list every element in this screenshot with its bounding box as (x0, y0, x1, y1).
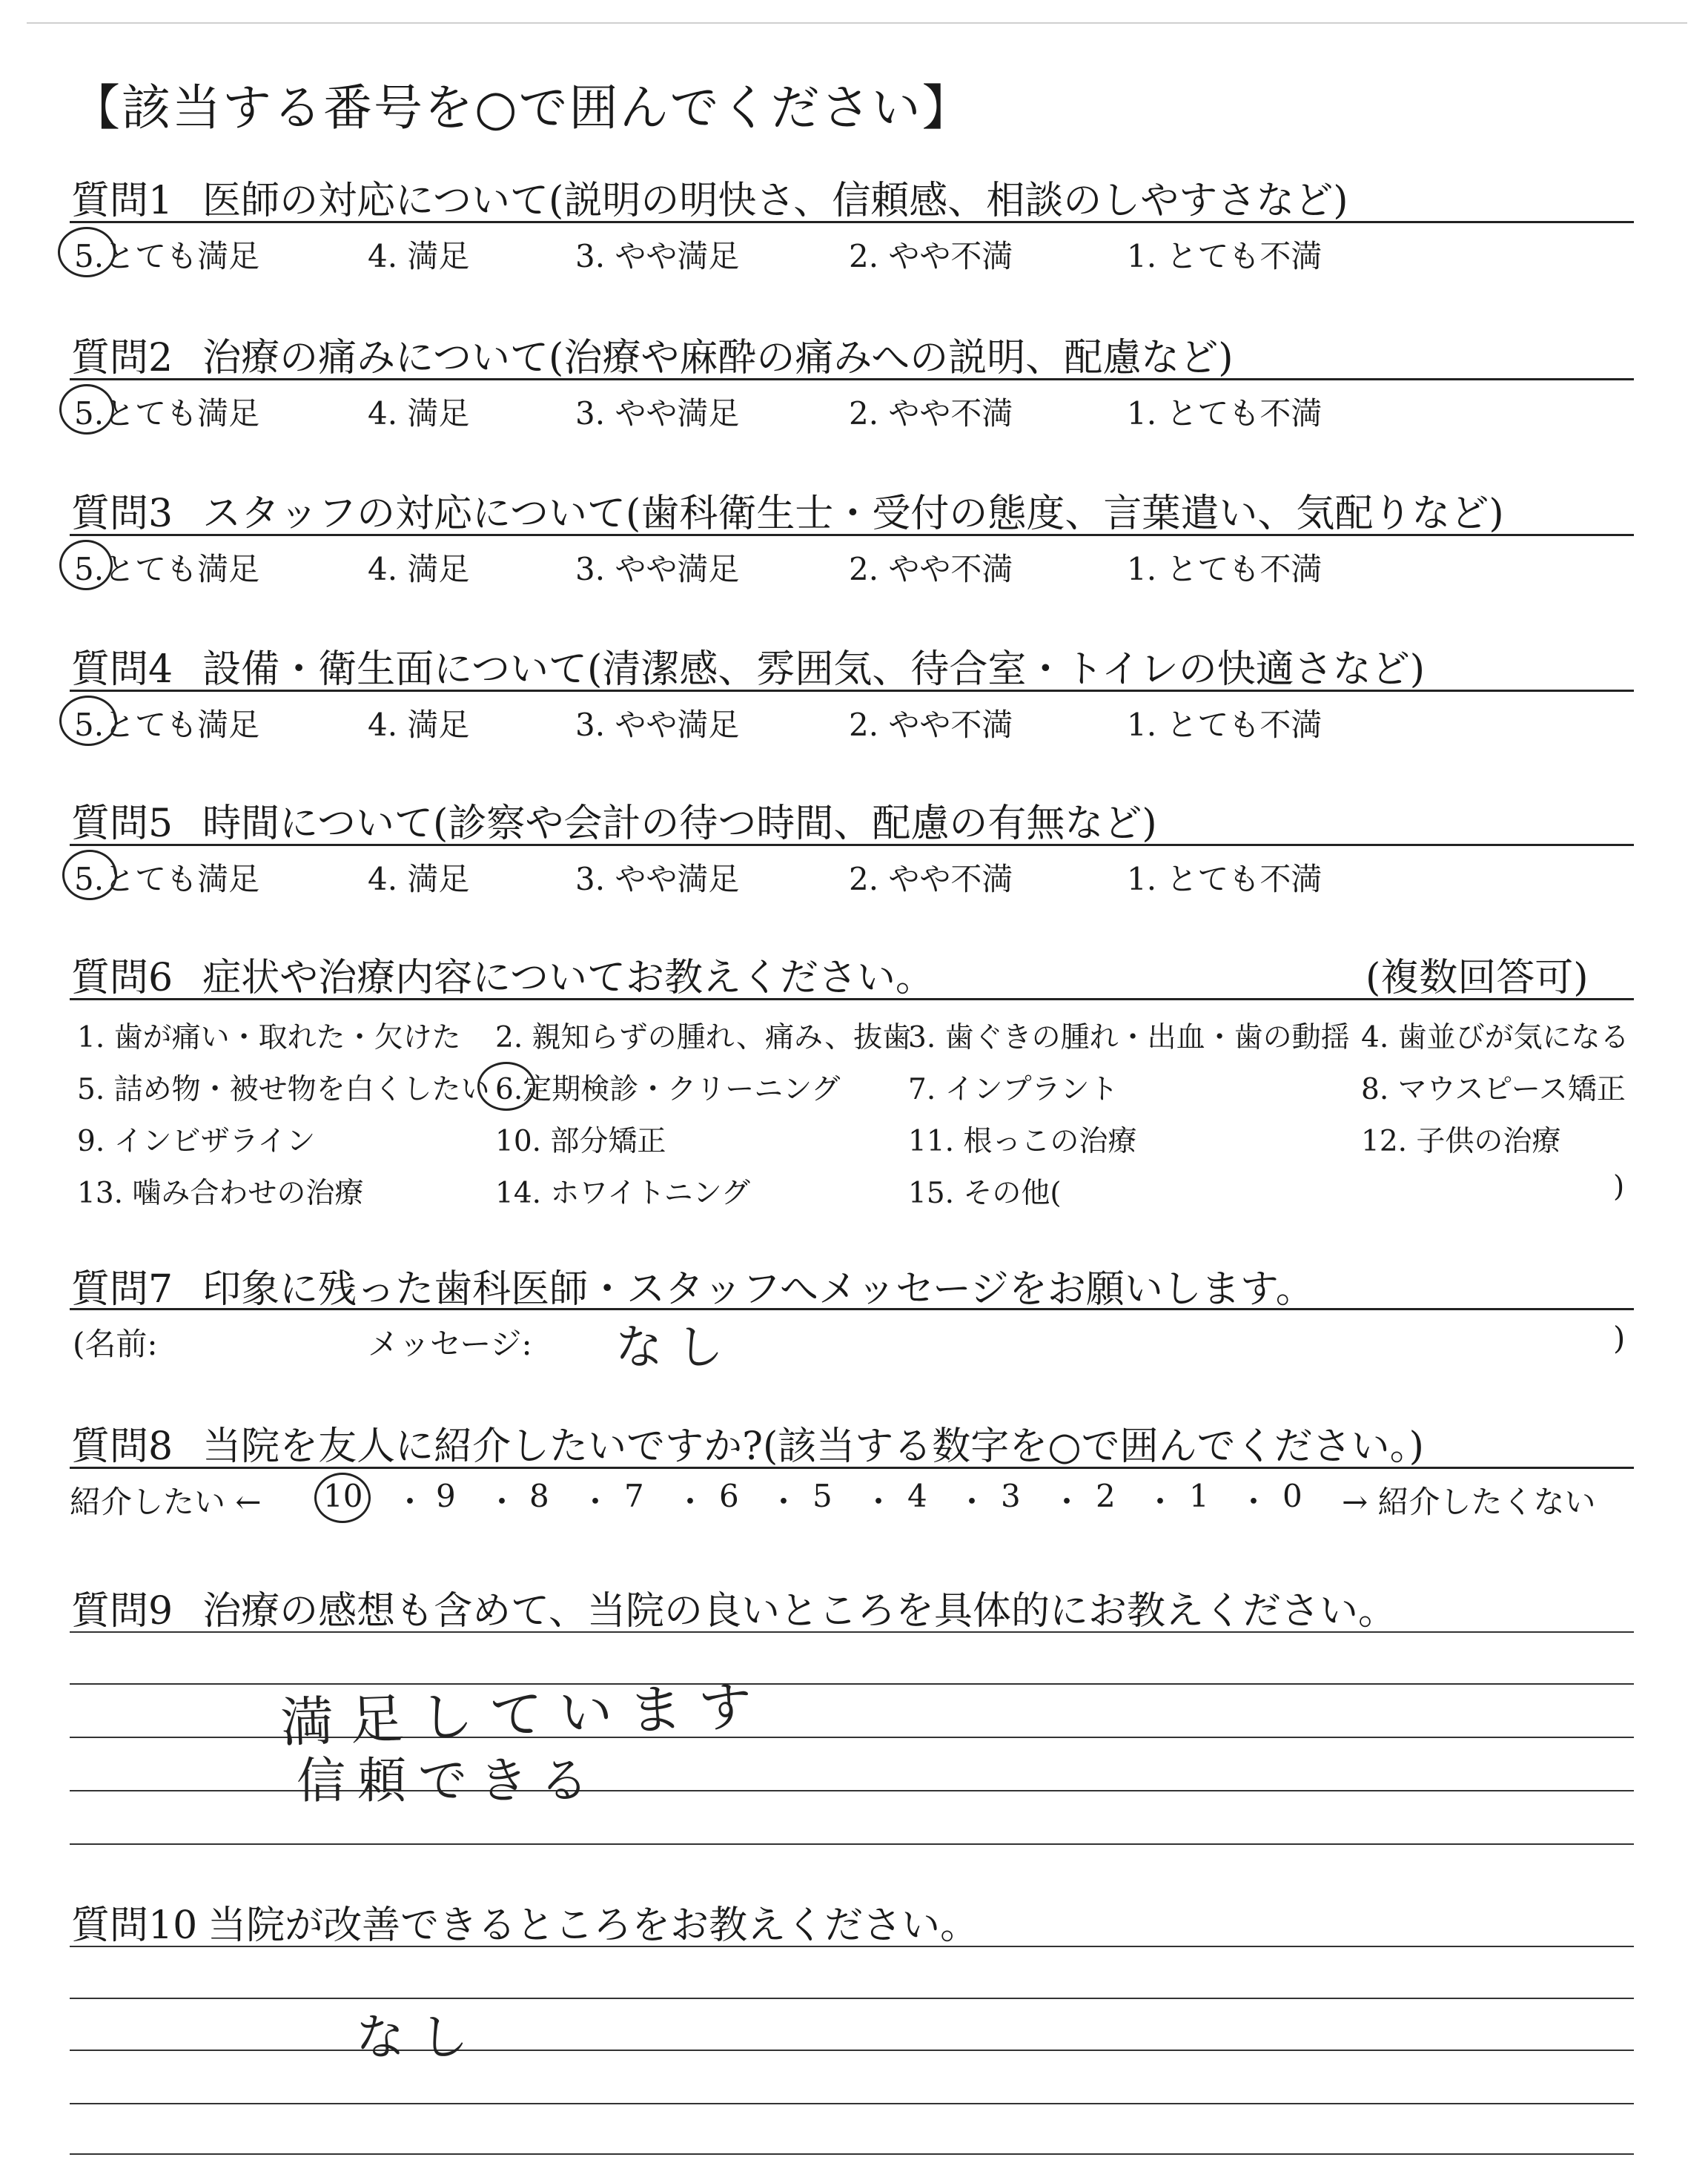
instruction-heading: 【該当する番号を○で囲んでください】 (71, 79, 973, 136)
q6-option-4[interactable]: 4. 歯並びが気になる (1361, 1021, 1629, 1054)
selection-circle (59, 384, 114, 435)
question-number: 質問7 (71, 1267, 173, 1312)
scale-value-6[interactable]: 6 (719, 1478, 739, 1514)
q6-other-close-paren: ) (1613, 1170, 1625, 1203)
scale-value-9[interactable]: 9 (436, 1478, 456, 1514)
question-number: 質問10 (71, 1903, 198, 1948)
question-text: 医師の対応について(説明の明快さ、信頼感、相談のしやすさなど) (202, 179, 1348, 223)
q6-option-13[interactable]: 13. 噛み合わせの治療 (77, 1177, 364, 1210)
question-text: 治療の感想も含めて、当院の良いところを具体的にお教えください。 (202, 1589, 1397, 1634)
q6-option-9[interactable]: 9. インビザライン (77, 1125, 316, 1158)
question-3 (71, 482, 1504, 538)
rating-option-1[interactable]: 1. とても不満 (1127, 861, 1323, 897)
handwritten-answer: なし (356, 2009, 483, 2066)
question-number: 質問8 (71, 1424, 173, 1469)
question-number: 質問9 (71, 1589, 173, 1634)
question-5 (71, 792, 1157, 848)
scale-value-5[interactable]: 5 (812, 1478, 833, 1514)
question-9 (71, 1579, 1397, 1635)
rating-option-1[interactable]: 1. とても不満 (1127, 238, 1323, 274)
scale-separator: ・ (580, 1484, 612, 1520)
question-text: 治療の痛みについて(治療や麻酔の痛みへの説明、配慮など) (202, 336, 1234, 380)
scale-value-0[interactable]: 0 (1282, 1478, 1302, 1514)
rating-option-2[interactable]: 2. やや不満 (849, 395, 1013, 432)
scale-separator: ・ (956, 1484, 988, 1520)
selection-circle (59, 540, 113, 590)
rating-option-3[interactable]: 3. やや満足 (575, 551, 740, 587)
answer-line (70, 1631, 1634, 1633)
rating-option-2[interactable]: 2. やや不満 (849, 861, 1013, 897)
multiple-answers-note: (複数回答可) (1366, 956, 1589, 1000)
q6-option-12[interactable]: 12. 子供の治療 (1361, 1125, 1561, 1158)
rating-option-5[interactable]: 5.とても満足 (74, 551, 260, 587)
rating-option-2[interactable]: 2. やや不満 (849, 551, 1013, 587)
answer-line (70, 2050, 1634, 2051)
rating-option-4[interactable]: 4. 満足 (368, 395, 470, 432)
selection-circle (477, 1062, 535, 1111)
question-text: スタッフの対応について(歯科衛生士・受付の態度、言葉遣い、気配りなど) (202, 492, 1504, 536)
answer-line (70, 1998, 1634, 1999)
question-number: 質問5 (71, 802, 173, 846)
name-label: (名前: (73, 1326, 158, 1362)
scale-value-10[interactable]: 10 (323, 1478, 363, 1514)
question-8-rule (70, 1467, 1634, 1469)
question-number: 質問3 (71, 492, 173, 536)
selection-circle (314, 1473, 371, 1523)
rating-option-4[interactable]: 4. 満足 (368, 861, 470, 897)
rating-option-2[interactable]: 2. やや不満 (849, 238, 1013, 274)
rating-option-3[interactable]: 3. やや満足 (575, 395, 740, 432)
question-7 (71, 1258, 1314, 1313)
rating-option-1[interactable]: 1. とても不満 (1127, 395, 1323, 432)
answer-line (70, 1843, 1634, 1845)
scale-separator: ・ (1145, 1484, 1176, 1520)
q6-option-2[interactable]: 2. 親知らずの腫れ、痛み、抜歯 (495, 1021, 912, 1054)
question-1-rule (70, 221, 1634, 223)
rating-option-3[interactable]: 3. やや満足 (575, 861, 740, 897)
question-4-rule (70, 690, 1634, 692)
rating-option-2[interactable]: 2. やや不満 (849, 707, 1013, 743)
question-number: 質問2 (71, 336, 173, 380)
scale-separator: ・ (768, 1484, 800, 1520)
question-7-rule (70, 1308, 1634, 1310)
scale-value-4[interactable]: 4 (907, 1478, 927, 1514)
message-label: メッセージ: (368, 1326, 532, 1362)
answer-line (70, 1946, 1634, 1947)
rating-option-4[interactable]: 4. 満足 (368, 707, 470, 743)
scale-value-8[interactable]: 8 (529, 1478, 549, 1514)
rating-option-5[interactable]: 5.とても満足 (74, 395, 260, 432)
answer-line (70, 2153, 1634, 2155)
scale-separator: ・ (1051, 1484, 1083, 1520)
question-2-rule (70, 378, 1634, 380)
question-4 (71, 638, 1425, 693)
rating-option-1[interactable]: 1. とても不満 (1127, 551, 1323, 587)
scale-right-label: → 紹介したくない (1342, 1484, 1596, 1520)
rating-option-3[interactable]: 3. やや満足 (575, 707, 740, 743)
question-text: 時間について(診察や会計の待つ時間、配慮の有無など) (202, 802, 1157, 846)
question-6 (71, 946, 934, 1002)
message-close-paren: ) (1613, 1320, 1626, 1356)
question-2 (71, 326, 1234, 382)
rating-option-5[interactable]: 5.とても満足 (74, 861, 260, 897)
scale-separator: ・ (863, 1484, 895, 1520)
q6-option-10[interactable]: 10. 部分矯正 (495, 1125, 666, 1158)
rating-option-3[interactable]: 3. やや満足 (575, 238, 740, 274)
q6-option-15[interactable]: 15. その他( (908, 1177, 1062, 1210)
q6-option-11[interactable]: 11. 根っこの治療 (908, 1125, 1137, 1158)
scale-value-1[interactable]: 1 (1189, 1478, 1209, 1514)
handwritten-answer-line-2: 信頼できる (297, 1752, 600, 1809)
page-top-border (27, 22, 1687, 24)
question-1 (71, 169, 1348, 225)
scale-value-3[interactable]: 3 (1001, 1478, 1021, 1514)
selection-circle (62, 850, 117, 900)
q6-option-5[interactable]: 5. 詰め物・被せ物を白くしたい (77, 1073, 490, 1106)
rating-option-4[interactable]: 4. 満足 (368, 238, 470, 274)
rating-option-5[interactable]: 5.とても満足 (74, 707, 260, 743)
question-number: 質問4 (71, 647, 173, 692)
question-text: 当院を友人に紹介したいですか?(該当する数字を○で囲んでください。) (202, 1424, 1424, 1469)
scale-separator: ・ (486, 1484, 518, 1520)
q6-option-6[interactable]: 6.定期検診・クリーニング (495, 1073, 841, 1106)
question-10 (71, 1894, 979, 1949)
scale-value-2[interactable]: 2 (1096, 1478, 1116, 1514)
answer-line (70, 2103, 1634, 2104)
selection-circle (58, 227, 116, 277)
q6-option-7[interactable]: 7. インプラント (908, 1073, 1119, 1106)
q6-option-3[interactable]: 3. 歯ぐきの腫れ・出血・歯の動揺 (908, 1021, 1350, 1054)
scale-left-label: 紹介したい ← (70, 1484, 262, 1520)
scale-separator: ・ (1238, 1484, 1270, 1520)
scale-value-7[interactable]: 7 (624, 1478, 644, 1514)
q6-option-14[interactable]: 14. ホワイトニング (495, 1177, 750, 1210)
rating-option-5[interactable]: 5.とても満足 (74, 238, 260, 274)
question-8 (71, 1415, 1424, 1470)
question-6-rule (70, 998, 1634, 1000)
question-3-rule (70, 534, 1634, 536)
message-answer: なし (615, 1321, 737, 1375)
question-5-rule (70, 844, 1634, 846)
q6-option-8[interactable]: 8. マウスピース矯正 (1361, 1073, 1626, 1106)
question-text: 当院が改善できるところをお教えください。 (208, 1903, 979, 1948)
question-number: 質問6 (71, 956, 173, 1000)
question-text: 印象に残った歯科医師・スタッフへメッセージをお願いします。 (202, 1267, 1314, 1312)
question-number: 質問1 (71, 179, 173, 223)
scale-separator: ・ (394, 1484, 426, 1520)
scale-separator: ・ (675, 1484, 706, 1520)
question-text: 症状や治療内容についてお教えください。 (202, 956, 935, 1000)
q6-option-1[interactable]: 1. 歯が痛い・取れた・欠けた (77, 1021, 461, 1054)
rating-option-4[interactable]: 4. 満足 (368, 551, 470, 587)
rating-option-1[interactable]: 1. とても不満 (1127, 707, 1323, 743)
handwritten-answer-line-1: 満足しています (279, 1674, 769, 1754)
question-text: 設備・衛生面について(清潔感、雰囲気、待合室・トイレの快適さなど) (202, 647, 1426, 692)
selection-circle (59, 696, 117, 746)
